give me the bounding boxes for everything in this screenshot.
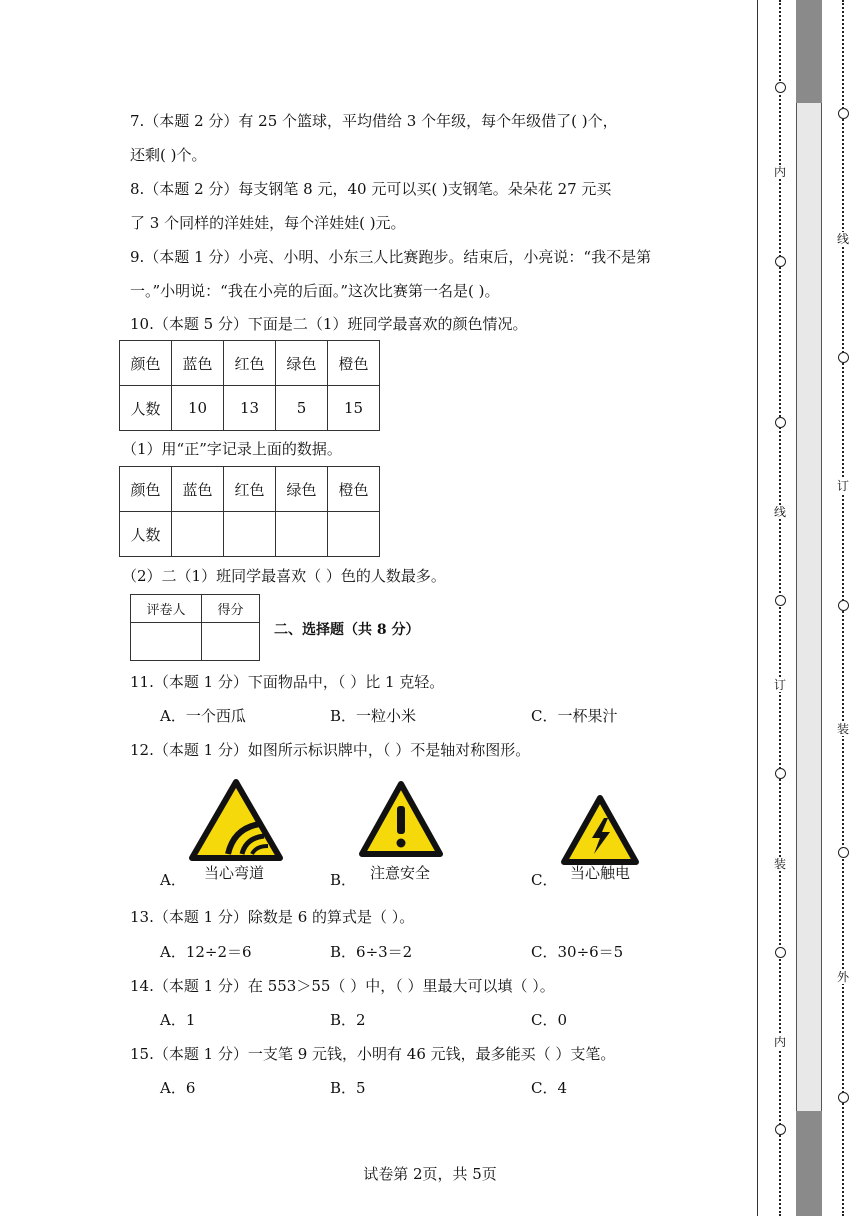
q15-option-a[interactable]: A．6	[160, 1079, 196, 1097]
binding-hole	[838, 1092, 849, 1103]
table-cell: 人数	[120, 512, 172, 557]
margin-word-outer: 外	[836, 970, 849, 984]
table-cell: 蓝色	[172, 467, 224, 512]
q9-line1: 9.（本题 1 分）小亮、小明、小东三人比赛跑步。结束后，小亮说：“我不是第	[130, 248, 652, 266]
margin-word-inner: 线	[773, 505, 786, 519]
grader-cell[interactable]	[131, 623, 202, 661]
section-title: 二、选择题（共 8 分）	[274, 622, 420, 638]
table-row	[120, 386, 380, 431]
binding-hole	[775, 768, 786, 779]
q12-option-b[interactable]: B．	[330, 871, 357, 889]
table-row	[120, 512, 380, 557]
table-cell: 颜色	[120, 467, 172, 512]
table-cell: 绿色	[276, 467, 328, 512]
q7-line2: 还剩( )个。	[130, 146, 207, 164]
q14-option-c[interactable]: C．0	[531, 1011, 568, 1029]
sign-label: 注意安全	[370, 864, 431, 882]
binding-hole	[838, 352, 849, 363]
score-label: 得分	[202, 595, 260, 623]
q12-option-c[interactable]: C．	[531, 871, 558, 889]
q13-option-a[interactable]: A．12÷2＝6	[160, 943, 252, 961]
table-cell: 蓝色	[172, 341, 224, 386]
margin-word-inner: 内	[773, 165, 786, 179]
score-cell[interactable]	[202, 623, 260, 661]
table-cell: 人数	[120, 386, 172, 431]
q11-text: 11.（本题 1 分）下面物品中，（ ）比 1 克轻。	[130, 673, 445, 691]
table-cell: 红色	[224, 467, 276, 512]
table-cell: 橙色	[328, 341, 380, 386]
table-cell: 红色	[224, 341, 276, 386]
q12-option-a[interactable]: A．	[160, 871, 186, 889]
q11-option-a[interactable]: A．一个西瓜	[160, 707, 246, 725]
q7-line1: 7.（本题 2 分）有 25 个篮球，平均借给 3 个年级，每个年级借了( )个，	[130, 112, 618, 130]
binding-hole	[838, 108, 849, 119]
q13-option-b[interactable]: B．6÷3＝2	[330, 943, 413, 961]
q11-option-b[interactable]: B．一粒小米	[330, 707, 417, 725]
inner-dotted-line	[779, 0, 781, 1216]
table-cell: 5	[276, 386, 328, 431]
table-cell: 橙色	[328, 467, 380, 512]
margin-bar-bottom	[796, 1111, 822, 1216]
margin-word-inner: 内	[773, 1035, 786, 1049]
q15-option-b[interactable]: B．5	[330, 1079, 366, 1097]
binding-hole	[775, 947, 786, 958]
q14-option-a[interactable]: A．1	[160, 1011, 196, 1029]
answer-cell[interactable]	[224, 512, 276, 557]
margin-word-outer: 线	[836, 232, 849, 246]
binding-hole	[775, 1124, 786, 1135]
grader-label: 评卷人	[131, 595, 202, 623]
q9-line2: 一。”小明说：“我在小亮的后面。”这次比赛第一名是( )。	[130, 282, 500, 300]
binding-hole	[775, 256, 786, 267]
q10-sub2: （2）二（1）班同学最喜欢（ ）色的人数最多。	[122, 567, 446, 585]
sign-electric	[560, 778, 646, 888]
q14-text: 14.（本题 1 分）在 553＞55（ ）中，（ ）里最大可以填（ ）。	[130, 977, 555, 995]
answer-cell[interactable]	[172, 512, 224, 557]
binding-hole	[838, 600, 849, 611]
q8-line2: 了 3 个同样的洋娃娃，每个洋娃娃( )元。	[130, 214, 406, 232]
margin-bar-middle	[796, 103, 822, 1111]
q15-option-c[interactable]: C．4	[531, 1079, 568, 1097]
table-cell: 颜色	[120, 341, 172, 386]
table-row	[131, 595, 260, 623]
table-row	[131, 623, 260, 661]
table-cell: 10	[172, 386, 224, 431]
answer-cell[interactable]	[276, 512, 328, 557]
margin-bar-top	[796, 0, 822, 103]
margin-word-inner: 订	[773, 678, 786, 692]
answer-cell[interactable]	[328, 512, 380, 557]
binding-hole	[838, 847, 849, 858]
exclamation-warning-icon	[358, 778, 444, 858]
q11-option-c[interactable]: C．一杯果汁	[531, 707, 618, 725]
table-cell: 13	[224, 386, 276, 431]
curve-warning-icon	[188, 778, 284, 862]
sign-label: 当心触电	[570, 864, 631, 882]
margin-word-outer: 装	[836, 722, 849, 736]
q8-line1: 8.（本题 2 分）每支钢笔 8 元，40 元可以买( )支钢笔。朵朵花 27 元买	[130, 180, 612, 198]
score-box	[130, 594, 260, 661]
electric-warning-icon	[560, 792, 640, 868]
tally-table	[119, 466, 380, 557]
binding-hole	[775, 417, 786, 428]
sign-curve	[188, 778, 284, 888]
binding-hole	[775, 595, 786, 606]
page-footer: 试卷第 2页，共 5页	[363, 1165, 497, 1183]
q13-option-c[interactable]: C．30÷6＝5	[531, 943, 624, 961]
margin-word-inner: 装	[773, 857, 786, 871]
q14-option-b[interactable]: B．2	[330, 1011, 366, 1029]
table-row	[120, 341, 380, 386]
q12-text: 12.（本题 1 分）如图所示标识牌中，（ ）不是轴对称图形。	[130, 741, 531, 759]
margin-word-outer: 订	[836, 479, 849, 493]
color-table	[119, 340, 380, 431]
q10-sub1: （1）用“正”字记录上面的数据。	[122, 440, 342, 458]
q15-text: 15.（本题 1 分）一支笔 9 元钱，小明有 46 元钱，最多能买（ ）支笔。	[130, 1045, 616, 1063]
table-cell: 绿色	[276, 341, 328, 386]
table-row	[120, 467, 380, 512]
q10-text: 10.（本题 5 分）下面是二（1）班同学最喜欢的颜色情况。	[130, 315, 528, 333]
binding-hole	[775, 82, 786, 93]
sign-caution	[358, 778, 444, 888]
q13-text: 13.（本题 1 分）除数是 6 的算式是（ ）。	[130, 908, 415, 926]
table-cell: 15	[328, 386, 380, 431]
sign-label: 当心弯道	[204, 864, 265, 882]
